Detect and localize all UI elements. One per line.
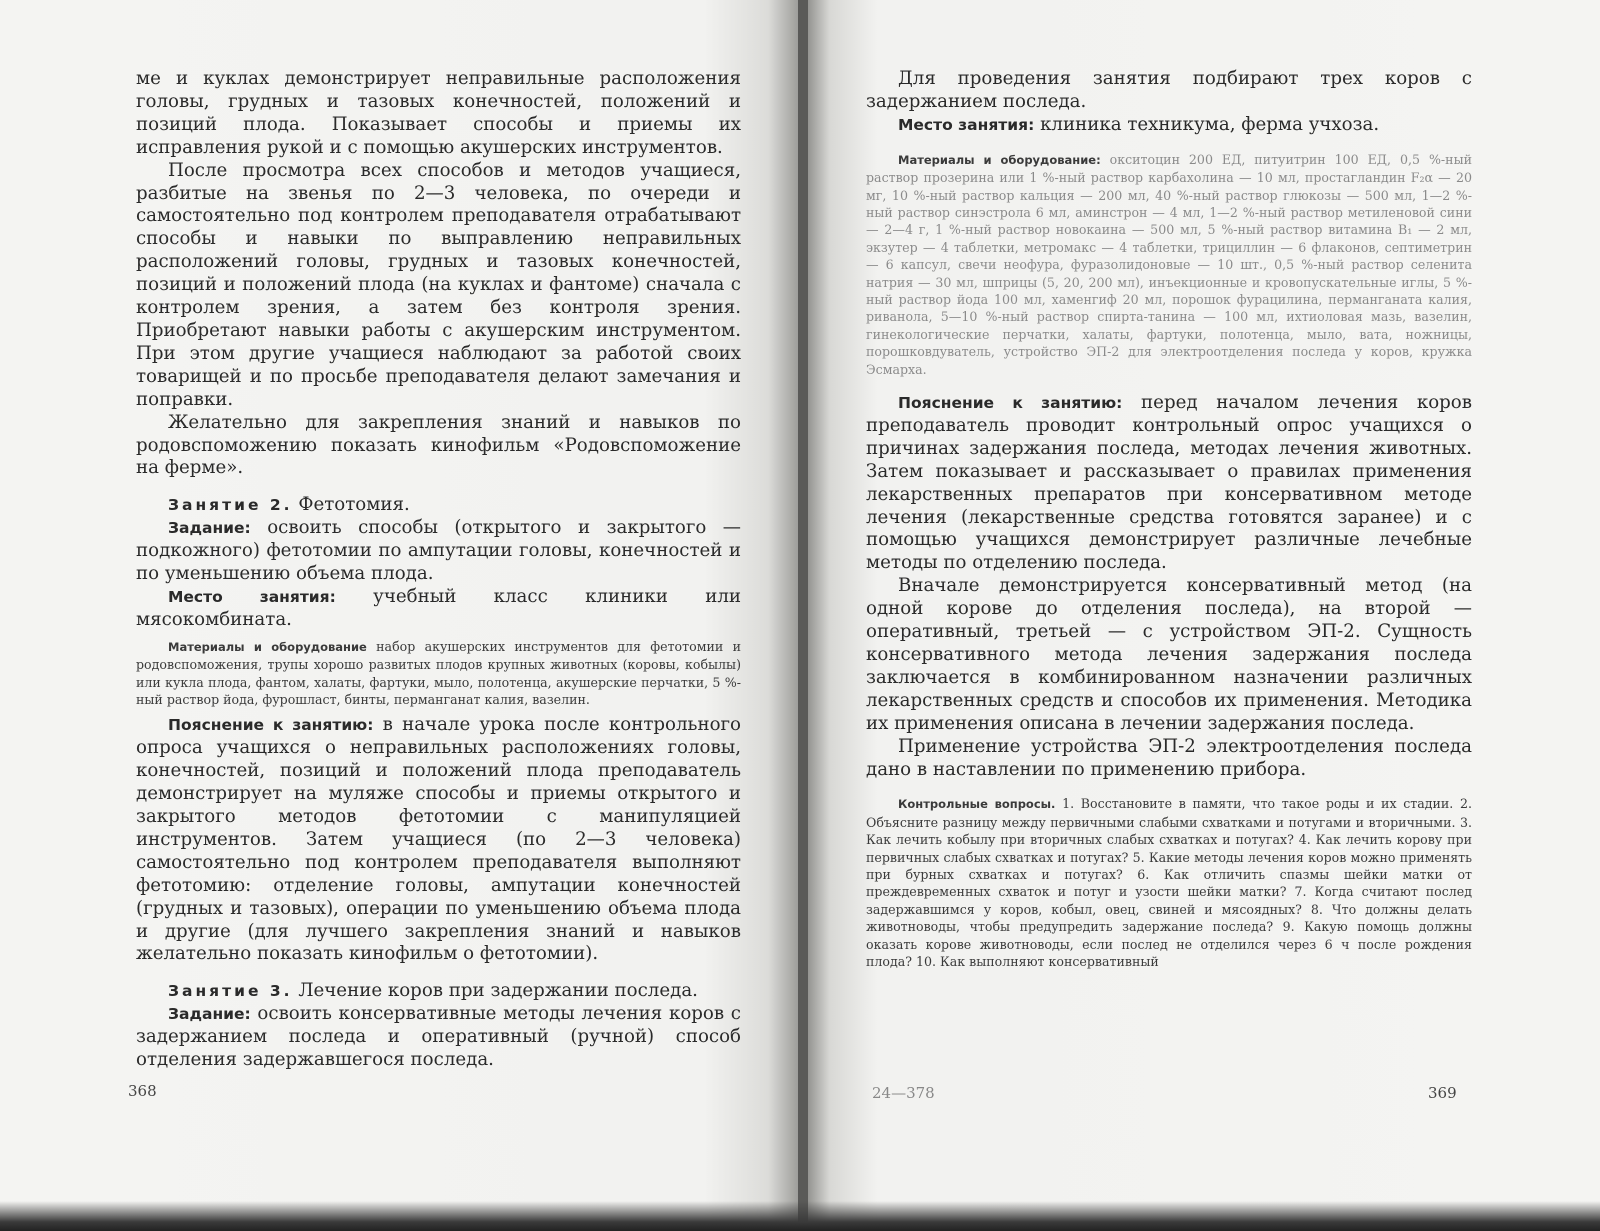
paragraph: После просмотра всех способов и методов учащиеся, разбитые на звенья по 2—3 человека, по очереди и самостоятельно под контролем преподавателя отрабатывают способы и навыки по выправлению неправильных расположений головы, грудных и тазовых конечностей, позиций и положений плода (на куклах и фантоме) сначала с контролем зрения, а затем без контроля зрения. Приобретают навыки работы с акушерским инструментом. При этом другие учащиеся наблюдают за работой своих товарищей и по просьбе преподавателя делают замечания и поправки. [136,159,741,410]
place [866,114,1472,137]
lesson-2-heading [136,494,741,517]
paragraph: ме и куклах демонстрирует неправильные расположения головы, грудных и тазовых конечностей, положений и позиций плода. Показывает способы и приемы их исправления рукой и с помощью акушерских инструментов. [136,68,741,158]
explanation-label: Пояснение к занятию: [168,716,374,735]
left-page [0,0,800,1225]
lesson-3-heading [136,980,741,1003]
materials-text: набор акушерских инструментов для фетотомии и родовспоможения, трупы хорошо развитых плодов крупных животных (коровы, кобылы) или кукла плода, фантом, халаты, фартуки, мыло, полотенца, акушерские перчатки, 5 %-ный раствор йода, фурошласт, бинты, перманганат калия, вазелин. [136,638,741,707]
materials-label: Материалы и оборудование [168,639,367,654]
right-page [806,0,1600,1225]
lesson-title: Лечение коров при задержании последа. [292,980,698,1002]
lesson-label: Занятие 2. [168,496,293,515]
task-text: освоить консервативные методы лечения коров с задержанием последа и оперативный (ручной) способ отделения задержавшегося последа. [136,1003,741,1071]
task-label: Задание: [168,519,251,538]
lesson-2-materials [136,638,741,709]
lesson-label: Занятие 3. [168,982,293,1001]
scan-edge-shadow [0,1201,1600,1231]
book-gutter [798,0,808,1231]
lesson-3-task [136,1003,741,1072]
place-text: клиника техникума, ферма учхоза. [1034,113,1380,135]
page-number: 368 [128,1082,157,1100]
place-text: учебный класс клиники или мясокомбината. [136,585,741,630]
materials-text: окситоцин 200 ЕД, питуитрин 100 ЕД, 0,5 %-ный раствор прозерина или 1 %-ный раствор карбахолина — 10 мл, простагландин F₂α — 20 мг, 10 %-ный раствор кальция — 200 мл, 40 %-ный раствор глюкозы — 500 мл, 1—2 %-ный раствор синэстрола 6 мл, аминстрон — 4 мл, 1—2 %-ный раствор метиленовой сини — 2—4 г, 1 %-ный раствор новокаина — 500 мл, 5 %-ный раствор витамина B₁ — 2 мл, экзутер — 4 таблетки, метромакс — 4 таблетки, трициллин — 6 флаконов, септиметрин — 6 капсул, свечи неофура, фуразолидоновые — 10 шт., 0,5 %-ный раствор селенита натрия — 30 мл, шприцы (5, 20, 200 мл), инъекционные и кровопускательные иглы, 5 %-ный раствор йода 100 мл, хаменгиф 20 мл, порошок фурацилина, перманганата калия, риванола, 5—10 %-ный раствор спирта-танина — 100 мл, ихтиоловая мазь, вазелин, гинекологические перчатки, халаты, фартуки, полотенца, мыло, вата, ножницы, порошковдуватель, устройство ЭП-2 для электроотделения последа у коров, кружка Эсмарха. [866,151,1472,377]
place-label: Место занятия: [168,587,336,606]
explanation-text: в начале урока после контрольного опроса учащихся о неправильных расположениях головы, конечностей, позиций и положений плода преподаватель демонстрирует на муляже способы и приемы открытого и закрытого методов фетотомии с манипуляцией инструментов. Затем учащиеся (по 2—3 человека) самостоятельно под контролем преподавателя выполняют фетотомию: отделение головы, ампутации конечностей (грудных и тазовых), операции по уменьшению объема плода и другие (для лучшего закрепления знаний и навыков желательно показать кинофильм о фетотомии). [136,714,741,965]
right-text-column [866,68,1472,970]
explanation [866,392,1472,575]
lesson-title: Фетотомия. [292,494,410,516]
page-number: 369 [1428,1084,1457,1102]
signature-mark: 24—378 [872,1084,935,1102]
task-label: Задание: [168,1005,251,1024]
paragraph: Вначале демонстрируется консервативный метод (на одной корове до отделения последа), на второй — оперативный, третьей — с устройством ЭП-2. Сущность консервативного метода лечения задержания последа заключается в комбинированном назначении различных лекарственных средств и способов их применения. Методика их применения описана в лечении задержания последа. [866,575,1472,734]
task-text: освоить способы (открытого и закрытого — подкожного) фетотомии по ампутации головы, конечностей и по уменьшению объема плода. [136,517,741,585]
control-questions [866,795,1472,970]
lesson-2-place [136,586,741,632]
explanation-text: перед началом лечения коров преподаватель проводит контрольный опрос учащихся о причинах задержания последа, методах лечения животных. Затем показывает и рассказывает о правилах применения лекарственных препаратов при консервативном методе лечения (лекарственные средства готовятся заранее) и с помощью учащихся демонстрирует различные лечебные методы по отделению последа. [866,392,1472,574]
questions-text: 1. Восстановите в памяти, что такое роды и их стадии. 2. Объясните разницу между первичными слабыми схватками и потугами и вторичными. 3. Как лечить кобылу при вторичных слабых схватках и потугах? 4. Как лечить корову при первичных слабых схватках и потугах? 5. Какие методы лечения коров можно применять при бурных схватках и потугах? 6. Как отличить спазмы шейки матки от преждевременных схваток и потуг и узости шейки матки? 7. Когда считают послед задержавшимся у коров, кобыл, овец, свиней и мясоядных? 8. Что должны делать животноводы, чтобы предупредить задержание последа? 9. Какую помощь должны оказать корове животноводы, если послед не отделился через 6 ч после рождения плода? 10. Как выполняют консервативный [866,796,1473,970]
place-label: Место занятия: [898,115,1035,134]
questions-label: Контрольные вопросы. [898,797,1056,812]
paragraph: Желательно для закрепления знаний и навыков по родовспоможению показать кинофильм «Родовспоможение на ферме». [136,411,741,479]
intro-paragraph: Для проведения занятия подбирают трех коров с задержанием последа. [866,68,1472,112]
materials-label: Материалы и оборудование: [898,152,1101,167]
lesson-2-task [136,517,741,586]
paragraph: Применение устройства ЭП-2 электроотделения последа дано в наставлении по применению прибора. [866,735,1472,780]
materials [866,151,1472,378]
lesson-2-explanation [136,714,741,966]
left-text-column [136,68,741,1072]
explanation-label: Пояснение к занятию: [898,394,1123,412]
